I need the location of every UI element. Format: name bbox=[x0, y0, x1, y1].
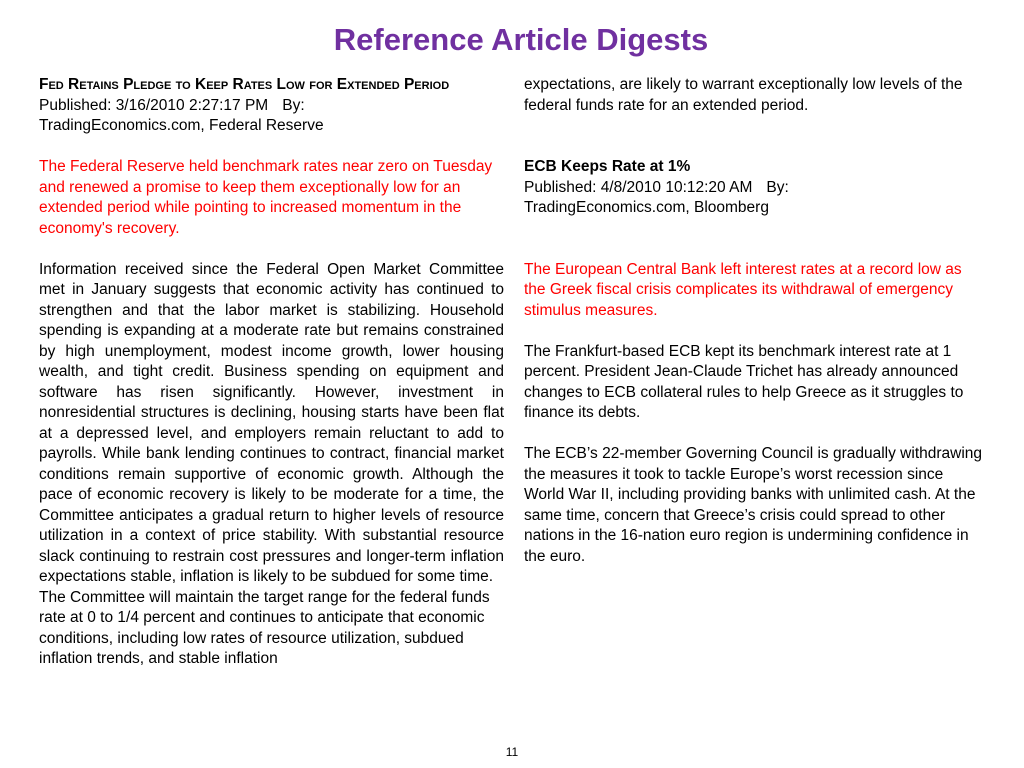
slide-title: Reference Article Digests bbox=[333, 22, 709, 57]
left-column bbox=[39, 75, 504, 670]
article-body-continued-fed: The Committee will maintain the target range for the federal funds rate at 0 to 1/4 percent and continues to anticipate that economic conditions, including low rates of resource utilization, subdued inflation trends, and stable inflation bbox=[39, 588, 490, 667]
right-column bbox=[524, 75, 986, 567]
article-published-ecb: Published: 4/8/2010 10:12:20 AM bbox=[524, 178, 753, 196]
article-source-fed: TradingEconomics.com, Federal Reserve bbox=[39, 117, 324, 134]
article-body-fed: Information received since the Federal Open Market Committee met in January suggests that economic activity has continued to strengthen and that the labor market is stabilizing. Household spending is expanding at a moderate rate but remains constrained by high unemployment, modest income growth, lower housing wealth, and tight credit. Business spending on equipment and software has risen significantly. However, investment in nonresidential structures is declining, housing starts have been flat at a depressed level, and employers remain reluctant to add to payrolls. While bank lending continues to contract, financial market conditions remain supportive of economic growth. Although the pace of economic recovery is likely to be moderate for a time, the Committee anticipates a gradual return to higher levels of resource utilization in a context of price stability. With substantial resource slack continuing to restrain cost pressures and longer-term inflation expectations stable, inflation is likely to be subdued for some time. bbox=[39, 260, 504, 585]
article-by-ecb: By: bbox=[766, 178, 789, 196]
article-by-fed: By: bbox=[282, 96, 305, 114]
article-paragraph-ecb-1: The Frankfurt-based ECB kept its benchmark interest rate at 1 percent. President Jean-Claude Trichet has already announced changes to ECB collateral rules to help Greece as it struggles to finance its debts. bbox=[524, 342, 964, 421]
article-published-fed: Published: 3/16/2010 2:27:17 PM bbox=[39, 96, 269, 114]
article-summary-fed: The Federal Reserve held benchmark rates near zero on Tuesday and renewed a promise to keep them exceptionally low for an extended period while pointing to increased momentum in the economy's recovery. bbox=[39, 158, 493, 237]
article-body-overflow-fed: expectations, are likely to warrant exceptionally low levels of the federal funds rate for an extended period. bbox=[524, 76, 963, 114]
article-paragraph-ecb-2: The ECB’s 22-member Governing Council is gradually withdrawing the measures it took to tackle Europe’s worst recession since World War II, including providing banks with unlimited cash. At the same time, concern that Greece’s crisis could spread to other nations in the 16-nation euro region is undermining confidence in the euro. bbox=[524, 445, 983, 565]
article-meta-ecb bbox=[524, 178, 986, 219]
article-source-ecb: TradingEconomics.com, Bloomberg bbox=[524, 199, 769, 216]
article-summary-ecb: The European Central Bank left interest rates at a record low as the Greek fiscal crisis complicates its withdrawal of emergency stimulus measures. bbox=[524, 260, 962, 319]
article-meta-fed bbox=[39, 96, 504, 137]
article-title-fed: Fed Retains Pledge to Keep Rates Low for Extended Period bbox=[39, 76, 450, 93]
page-number: 11 bbox=[505, 745, 519, 759]
article-title-ecb: ECB Keeps Rate at 1% bbox=[524, 158, 691, 175]
